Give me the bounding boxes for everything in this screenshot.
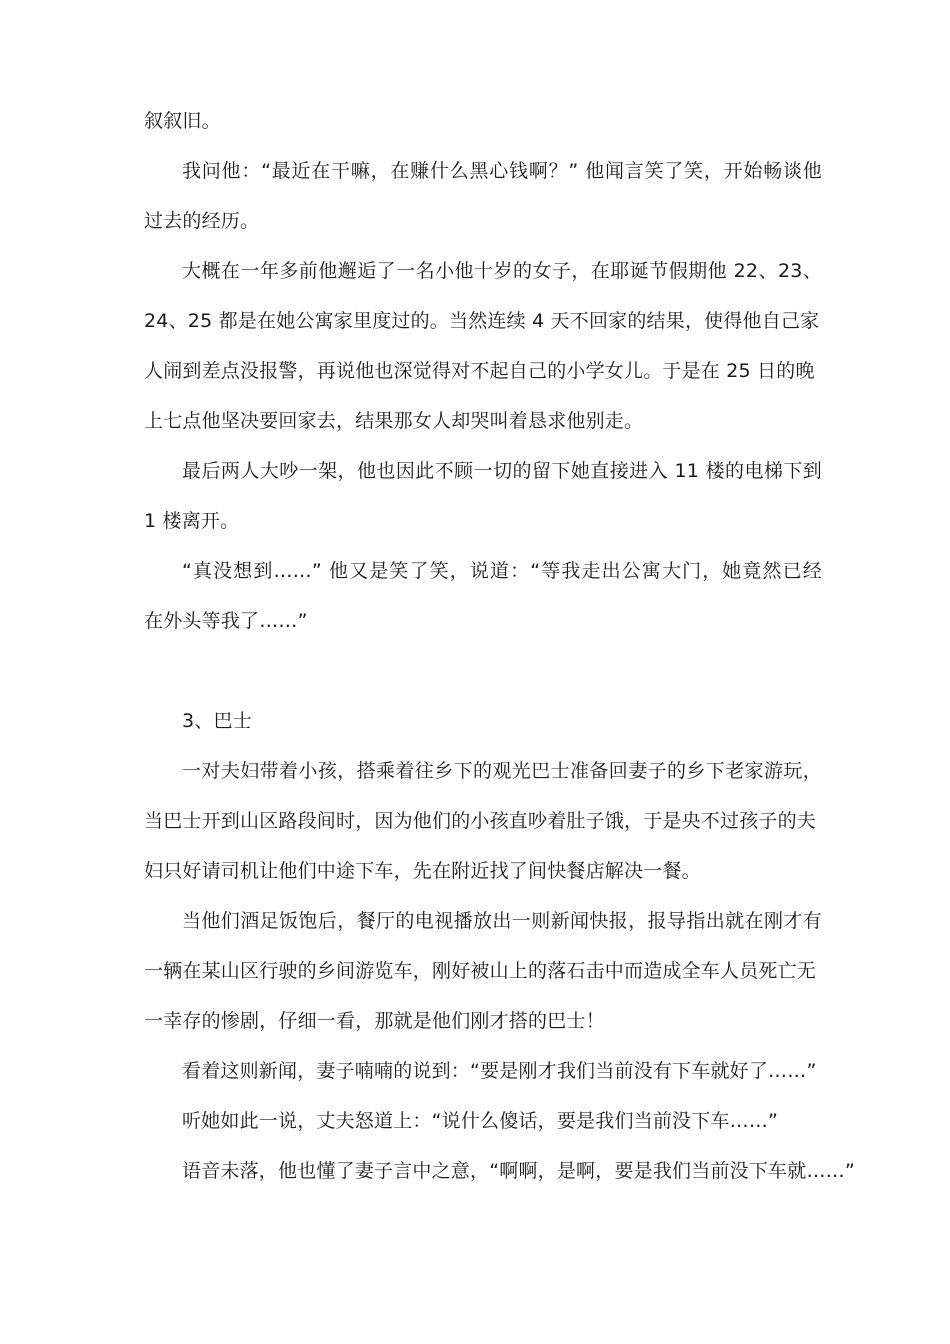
text-line: 语音未落，他也懂了妻子言中之意，“啊啊，是啊，要是我们当前没下车就……” [182,1160,855,1182]
text-line: 当巴士开到山区路段间时，因为他们的小孩直吵着肚子饿，于是央不过孩子的夫 [144,810,817,832]
text-line: 看着这则新闻，妻子喃喃的说到：“要是刚才我们当前没有下车就好了……” [182,1060,817,1082]
text-line: 妇只好请司机让他们中途下车，先在附近找了间快餐店解决一餐。 [144,860,701,882]
text-line: 听她如此一说，丈夫怒道上：“说什么傻话，要是我们当前没下车……” [182,1110,779,1132]
text-line: 最后两人大吵一架，他也因此不顾一切的留下她直接进入 11 楼的电梯下到 [182,460,822,482]
section-heading: 3、巴士 [182,710,252,732]
text-line: 一幸存的惨剧，仔细一看，那就是他们刚才搭的巴士！ [144,1010,605,1032]
text-line: 当他们酒足饭饱后，餐厅的电视播放出一则新闻快报，报导指出就在刚才有 [182,910,822,932]
text-line: 24、25 都是在她公寓家里度过的。当然连续 4 天不回家的结果，使得他自己家 [144,310,820,332]
text-line: 过去的经历。 [144,210,260,232]
text-line: 大概在一年多前他邂逅了一名小他十岁的女子，在耶诞节假期他 22、23、 [182,260,822,282]
text-line: 叙叙旧。 [144,110,221,132]
text-line: 一辆在某山区行驶的乡间游览车，刚好被山上的落石击中而造成全车人员死亡无 [144,960,817,982]
text-line: “真没想到……” 他又是笑了笑，说道：“等我走出公寓大门，她竟然已经 [182,560,822,582]
text-line: 人闹到差点没报警，再说他也深觉得对不起自己的小学女儿。于是在 25 日的晚 [144,360,815,382]
text-line: 一对夫妇带着小孩，搭乘着往乡下的观光巴士准备回妻子的乡下老家游玩， [182,760,822,782]
text-line: 我问他：“最近在干嘛，在赚什么黑心钱啊？” 他闻言笑了笑，开始畅谈他 [182,160,822,182]
text-line: 1 楼离开。 [144,510,240,532]
text-line: 上七点他坚决要回家去，结果那女人却哭叫着恳求他别走。 [144,410,644,432]
text-line: 在外头等我了……” [144,610,308,632]
